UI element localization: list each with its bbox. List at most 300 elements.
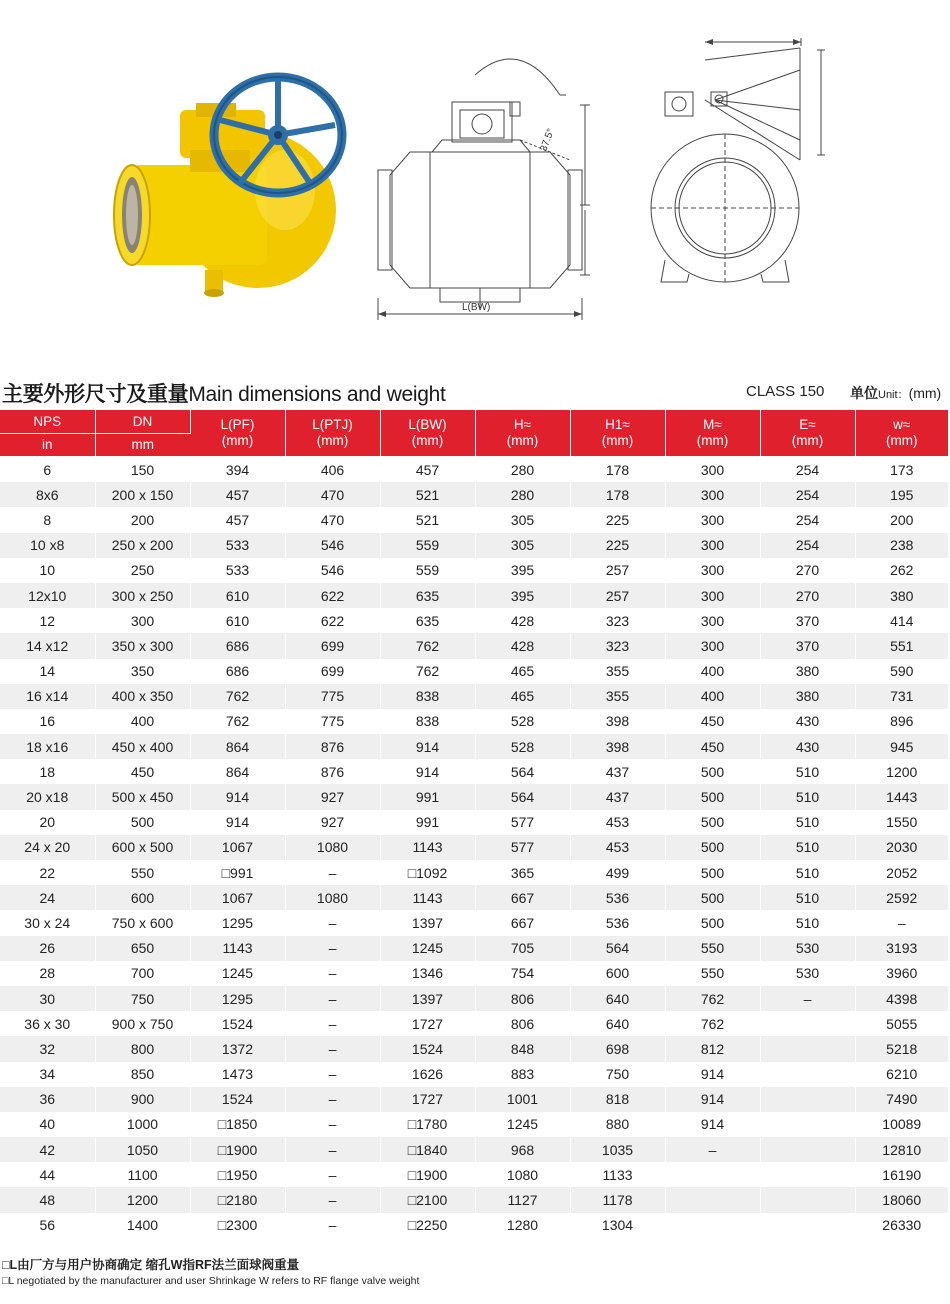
cell-dn: 500 x 450 (95, 784, 190, 809)
cell-m: 450 (665, 709, 760, 734)
cell-l-pf: □2180 (190, 1187, 285, 1212)
cell-l-pf: 610 (190, 583, 285, 608)
cell-nps: 16 x14 (0, 684, 95, 709)
cell-dn: 600 x 500 (95, 835, 190, 860)
cell-w: 3193 (855, 936, 948, 961)
cell-h1: 564 (570, 936, 665, 961)
cell-dn: 850 (95, 1062, 190, 1087)
cell-e: 510 (760, 885, 855, 910)
cell-e: 370 (760, 608, 855, 633)
footnote (2, 1255, 942, 1287)
cell-w: 238 (855, 533, 948, 558)
cell-l-pf: □1950 (190, 1162, 285, 1187)
cell-h1: 1133 (570, 1162, 665, 1187)
cell-dn: 1050 (95, 1137, 190, 1162)
cell-h1: 323 (570, 633, 665, 658)
cell-h1: 398 (570, 734, 665, 759)
cell-m (665, 1187, 760, 1212)
cell-e: 530 (760, 961, 855, 986)
cell-l-ptj: 1080 (285, 835, 380, 860)
cell-e: 510 (760, 759, 855, 784)
cell-h: 754 (475, 961, 570, 986)
cell-nps: 22 (0, 860, 95, 885)
cell-l-ptj: 927 (285, 810, 380, 835)
cell-h1: 499 (570, 860, 665, 885)
table-row (0, 659, 948, 684)
cell-dn: 1200 (95, 1187, 190, 1212)
cell-l-ptj: – (285, 1162, 380, 1187)
cell-w: 195 (855, 482, 948, 507)
cell-h1: 355 (570, 659, 665, 684)
cell-m: 400 (665, 659, 760, 684)
cell-l-pf: 1473 (190, 1062, 285, 1087)
cell-l-bw: 1626 (380, 1062, 475, 1087)
cell-l-ptj: – (285, 910, 380, 935)
cell-l-bw: 914 (380, 759, 475, 784)
cell-l-bw: 1397 (380, 986, 475, 1011)
cell-h: 564 (475, 759, 570, 784)
cell-nps: 30 (0, 986, 95, 1011)
cell-w: 26330 (855, 1213, 948, 1238)
cell-w: 173 (855, 457, 948, 483)
cell-nps: 8 (0, 507, 95, 532)
cell-nps: 18 (0, 759, 95, 784)
table-row (0, 910, 948, 935)
cell-l-bw: □2100 (380, 1187, 475, 1212)
table-row (0, 684, 948, 709)
title-en: Main dimensions and weight (188, 383, 446, 406)
cell-dn: 800 (95, 1036, 190, 1061)
cell-h1: 178 (570, 457, 665, 483)
angle-label: 37.5° (538, 127, 557, 154)
cell-l-bw: 521 (380, 482, 475, 507)
table-row (0, 784, 948, 809)
cell-h1: 453 (570, 810, 665, 835)
cell-l-pf: □991 (190, 860, 285, 885)
cell-e: 270 (760, 583, 855, 608)
cell-e (760, 1112, 855, 1137)
cell-l-ptj: – (285, 1213, 380, 1238)
cell-h1: 398 (570, 709, 665, 734)
cell-l-ptj: 622 (285, 583, 380, 608)
cell-m: 300 (665, 533, 760, 558)
header-h: H≈ (mm) (475, 410, 570, 457)
cell-nps: 18 x16 (0, 734, 95, 759)
cell-nps: 36 (0, 1087, 95, 1112)
header-l-ptj: L(PTJ) (mm) (285, 410, 380, 457)
table-row (0, 734, 948, 759)
cell-h: 968 (475, 1137, 570, 1162)
cell-h: 428 (475, 633, 570, 658)
cell-l-bw: □1900 (380, 1162, 475, 1187)
cell-l-ptj: – (285, 961, 380, 986)
cell-h: 806 (475, 1011, 570, 1036)
cell-m: 300 (665, 457, 760, 483)
cell-dn: 1100 (95, 1162, 190, 1187)
table-row (0, 835, 948, 860)
cell-l-ptj: 470 (285, 507, 380, 532)
footnote-en: □L negotiated by the manufacturer and user Shrinkage W refers to RF flange valve weight (2, 1275, 420, 1287)
cell-l-ptj: – (285, 860, 380, 885)
cell-l-pf: 762 (190, 684, 285, 709)
cell-h: 465 (475, 659, 570, 684)
cell-h1: 257 (570, 558, 665, 583)
cell-l-ptj: – (285, 936, 380, 961)
header-w: w≈ (mm) (855, 410, 948, 457)
cell-l-bw: 1245 (380, 936, 475, 961)
cell-l-ptj: – (285, 1187, 380, 1212)
cell-e: 370 (760, 633, 855, 658)
cell-l-bw: 914 (380, 734, 475, 759)
cell-m: 300 (665, 482, 760, 507)
cell-dn: 250 (95, 558, 190, 583)
cell-h: 577 (475, 835, 570, 860)
cell-nps: 42 (0, 1137, 95, 1162)
cell-w: 590 (855, 659, 948, 684)
cell-e: 510 (760, 835, 855, 860)
cell-nps: 10 x8 (0, 533, 95, 558)
section-heading (0, 378, 950, 406)
cell-e: 380 (760, 659, 855, 684)
cell-h: 365 (475, 860, 570, 885)
cell-dn: 1400 (95, 1213, 190, 1238)
cell-dn: 350 (95, 659, 190, 684)
cell-w: 896 (855, 709, 948, 734)
cell-h1: 640 (570, 1011, 665, 1036)
header-h1: H1≈ (mm) (570, 410, 665, 457)
cell-w: 551 (855, 633, 948, 658)
cell-l-bw: 521 (380, 507, 475, 532)
cell-l-pf: 457 (190, 507, 285, 532)
cell-w: 2592 (855, 885, 948, 910)
table-row (0, 457, 948, 483)
cell-l-bw: 1346 (380, 961, 475, 986)
cell-e: 254 (760, 482, 855, 507)
cell-l-bw: 635 (380, 583, 475, 608)
cell-w: 16190 (855, 1162, 948, 1187)
cell-dn: 250 x 200 (95, 533, 190, 558)
cell-m: 500 (665, 759, 760, 784)
cell-l-bw: 1524 (380, 1036, 475, 1061)
cell-l-ptj: – (285, 1036, 380, 1061)
cell-l-pf: 1372 (190, 1036, 285, 1061)
cell-w: 4398 (855, 986, 948, 1011)
table-body (0, 457, 948, 1238)
cell-nps: 36 x 30 (0, 1011, 95, 1036)
cell-e: 430 (760, 734, 855, 759)
table-row (0, 1011, 948, 1036)
cell-l-bw: □1780 (380, 1112, 475, 1137)
page-title (2, 378, 446, 408)
table-row (0, 759, 948, 784)
cell-dn: 450 (95, 759, 190, 784)
cell-dn: 600 (95, 885, 190, 910)
cell-m: 500 (665, 810, 760, 835)
table-row (0, 860, 948, 885)
cell-l-ptj: 876 (285, 759, 380, 784)
header-dn: DN (95, 410, 190, 434)
table-row (0, 608, 948, 633)
cell-w: 1200 (855, 759, 948, 784)
cell-dn: 750 x 600 (95, 910, 190, 935)
cell-h1: 1178 (570, 1187, 665, 1212)
cell-nps: 30 x 24 (0, 910, 95, 935)
cell-nps: 44 (0, 1162, 95, 1187)
cell-l-bw: □2250 (380, 1213, 475, 1238)
cell-h: 280 (475, 482, 570, 507)
cell-h1: 536 (570, 910, 665, 935)
cell-e: 510 (760, 784, 855, 809)
cell-dn: 900 x 750 (95, 1011, 190, 1036)
cell-l-pf: 394 (190, 457, 285, 483)
cell-m: 812 (665, 1036, 760, 1061)
cell-l-pf: 1524 (190, 1011, 285, 1036)
cell-l-ptj: 876 (285, 734, 380, 759)
cell-h1: 323 (570, 608, 665, 633)
cell-h: 1001 (475, 1087, 570, 1112)
cell-l-bw: □1092 (380, 860, 475, 885)
header-nps-unit: in (0, 434, 95, 457)
cell-h: 883 (475, 1062, 570, 1087)
cell-dn: 350 x 300 (95, 633, 190, 658)
cell-w: 2030 (855, 835, 948, 860)
cell-nps: 24 (0, 885, 95, 910)
cell-l-pf: 610 (190, 608, 285, 633)
dimensions-table (0, 410, 948, 1238)
cell-e (760, 1162, 855, 1187)
cell-h1: 437 (570, 784, 665, 809)
cell-e: 430 (760, 709, 855, 734)
cell-m: 914 (665, 1062, 760, 1087)
cell-h: 528 (475, 709, 570, 734)
header-l-bw: L(BW) (mm) (380, 410, 475, 457)
cell-l-ptj: 775 (285, 709, 380, 734)
cell-e: 510 (760, 810, 855, 835)
cell-dn: 750 (95, 986, 190, 1011)
cell-l-ptj: 775 (285, 684, 380, 709)
cell-l-pf: 1295 (190, 910, 285, 935)
table-row (0, 1087, 948, 1112)
cell-l-ptj: – (285, 1137, 380, 1162)
cell-e: 254 (760, 507, 855, 532)
cell-nps: 40 (0, 1112, 95, 1137)
cell-m: 500 (665, 784, 760, 809)
header-dn-unit: mm (95, 434, 190, 457)
cell-w: 3960 (855, 961, 948, 986)
cell-l-bw: 762 (380, 633, 475, 658)
cell-w: – (855, 910, 948, 935)
cell-m: 400 (665, 684, 760, 709)
cell-e: 254 (760, 533, 855, 558)
cell-dn: 300 x 250 (95, 583, 190, 608)
cell-w: 1550 (855, 810, 948, 835)
cell-nps: 34 (0, 1062, 95, 1087)
cell-h1: 257 (570, 583, 665, 608)
table-row (0, 1112, 948, 1137)
cell-h: 667 (475, 910, 570, 935)
cell-nps: 28 (0, 961, 95, 986)
front-view-drawing (625, 30, 840, 300)
cell-l-pf: 1143 (190, 936, 285, 961)
cell-m (665, 1162, 760, 1187)
cell-e (760, 1087, 855, 1112)
cell-h1: 225 (570, 533, 665, 558)
cell-l-bw: 457 (380, 457, 475, 483)
cell-h: 395 (475, 558, 570, 583)
cell-l-ptj: 546 (285, 533, 380, 558)
title-cn: 主要外形尺寸及重量 (2, 383, 189, 406)
cell-e: 270 (760, 558, 855, 583)
header-l-pf: L(PF) (mm) (190, 410, 285, 457)
cell-h: 1127 (475, 1187, 570, 1212)
cell-h: 667 (475, 885, 570, 910)
cell-l-ptj: 1080 (285, 885, 380, 910)
cell-dn: 650 (95, 936, 190, 961)
cell-w: 7490 (855, 1087, 948, 1112)
table-row (0, 986, 948, 1011)
cell-l-bw: 1397 (380, 910, 475, 935)
cell-l-pf: 1067 (190, 885, 285, 910)
cell-w: 10089 (855, 1112, 948, 1137)
table-row (0, 633, 948, 658)
cell-m (665, 1213, 760, 1238)
cell-h: 577 (475, 810, 570, 835)
cell-l-bw: 762 (380, 659, 475, 684)
cell-h: 564 (475, 784, 570, 809)
cell-m: 300 (665, 558, 760, 583)
cell-dn: 150 (95, 457, 190, 483)
cell-h: 1280 (475, 1213, 570, 1238)
cell-e: 510 (760, 910, 855, 935)
table-row (0, 961, 948, 986)
cell-m: 450 (665, 734, 760, 759)
cell-l-pf: 1067 (190, 835, 285, 860)
cell-h1: 640 (570, 986, 665, 1011)
cell-dn: 700 (95, 961, 190, 986)
cell-l-ptj: – (285, 1112, 380, 1137)
cell-l-pf: □1850 (190, 1112, 285, 1137)
cell-w: 6210 (855, 1062, 948, 1087)
cell-nps: 48 (0, 1187, 95, 1212)
header-row (0, 410, 948, 434)
cell-dn: 450 x 400 (95, 734, 190, 759)
table-row (0, 533, 948, 558)
cell-dn: 200 (95, 507, 190, 532)
footnote-cn: □L由厂方与用户协商确定 缩孔W指RF法兰面球阀重量 (2, 1258, 300, 1272)
cell-l-ptj: – (285, 1087, 380, 1112)
cell-e (760, 1213, 855, 1238)
cell-l-ptj: 470 (285, 482, 380, 507)
cell-nps: 14 (0, 659, 95, 684)
unit-value: (mm) (908, 385, 942, 401)
length-label: L(BW) (462, 302, 491, 313)
cell-l-pf: 457 (190, 482, 285, 507)
cell-w: 380 (855, 583, 948, 608)
cell-w: 12810 (855, 1137, 948, 1162)
cell-l-bw: 991 (380, 810, 475, 835)
table-row (0, 936, 948, 961)
cell-nps: 32 (0, 1036, 95, 1061)
cell-l-bw: 559 (380, 558, 475, 583)
cell-w: 945 (855, 734, 948, 759)
cell-l-pf: 864 (190, 759, 285, 784)
pressure-class: CLASS 150 (746, 383, 825, 400)
cell-l-bw: 559 (380, 533, 475, 558)
cell-l-ptj: 406 (285, 457, 380, 483)
cell-e: 530 (760, 936, 855, 961)
cell-h: 528 (475, 734, 570, 759)
cell-nps: 12 (0, 608, 95, 633)
cell-l-ptj: – (285, 1062, 380, 1087)
cell-dn: 550 (95, 860, 190, 885)
header-nps: NPS (0, 410, 95, 434)
cell-e (760, 1137, 855, 1162)
cell-h1: 437 (570, 759, 665, 784)
cell-h1: 536 (570, 885, 665, 910)
cell-h: 305 (475, 533, 570, 558)
cell-h1: 818 (570, 1087, 665, 1112)
cell-l-pf: □1900 (190, 1137, 285, 1162)
cell-h: 305 (475, 507, 570, 532)
cell-e: 510 (760, 860, 855, 885)
cell-dn: 900 (95, 1087, 190, 1112)
cell-m: – (665, 1137, 760, 1162)
cell-l-pf: 533 (190, 533, 285, 558)
cell-dn: 500 (95, 810, 190, 835)
cell-w: 2052 (855, 860, 948, 885)
cell-dn: 400 (95, 709, 190, 734)
table-row (0, 507, 948, 532)
cell-h1: 453 (570, 835, 665, 860)
cell-m: 914 (665, 1087, 760, 1112)
cell-m: 762 (665, 1011, 760, 1036)
table-row (0, 810, 948, 835)
cell-m: 500 (665, 860, 760, 885)
cell-m: 300 (665, 583, 760, 608)
cell-l-pf: 864 (190, 734, 285, 759)
cell-e (760, 1187, 855, 1212)
cell-l-bw: 838 (380, 709, 475, 734)
cell-l-bw: 1143 (380, 885, 475, 910)
cell-dn: 200 x 150 (95, 482, 190, 507)
cell-h: 1245 (475, 1112, 570, 1137)
cell-w: 1443 (855, 784, 948, 809)
table-row (0, 1187, 948, 1212)
cell-nps: 20 (0, 810, 95, 835)
cell-w: 18060 (855, 1187, 948, 1212)
table-row (0, 558, 948, 583)
cell-l-pf: 1295 (190, 986, 285, 1011)
cell-nps: 14 x12 (0, 633, 95, 658)
cell-h: 705 (475, 936, 570, 961)
cell-e (760, 1062, 855, 1087)
cell-l-ptj: – (285, 986, 380, 1011)
table-row (0, 583, 948, 608)
cell-l-ptj: 699 (285, 659, 380, 684)
cell-w: 200 (855, 507, 948, 532)
cell-h: 806 (475, 986, 570, 1011)
cell-l-pf: 686 (190, 633, 285, 658)
cell-l-ptj: 622 (285, 608, 380, 633)
cell-l-bw: 1727 (380, 1087, 475, 1112)
table-row (0, 1036, 948, 1061)
cell-l-pf: □2300 (190, 1213, 285, 1238)
cell-h: 428 (475, 608, 570, 633)
cell-dn: 300 (95, 608, 190, 633)
cell-m: 550 (665, 961, 760, 986)
cell-nps: 26 (0, 936, 95, 961)
cell-h: 395 (475, 583, 570, 608)
